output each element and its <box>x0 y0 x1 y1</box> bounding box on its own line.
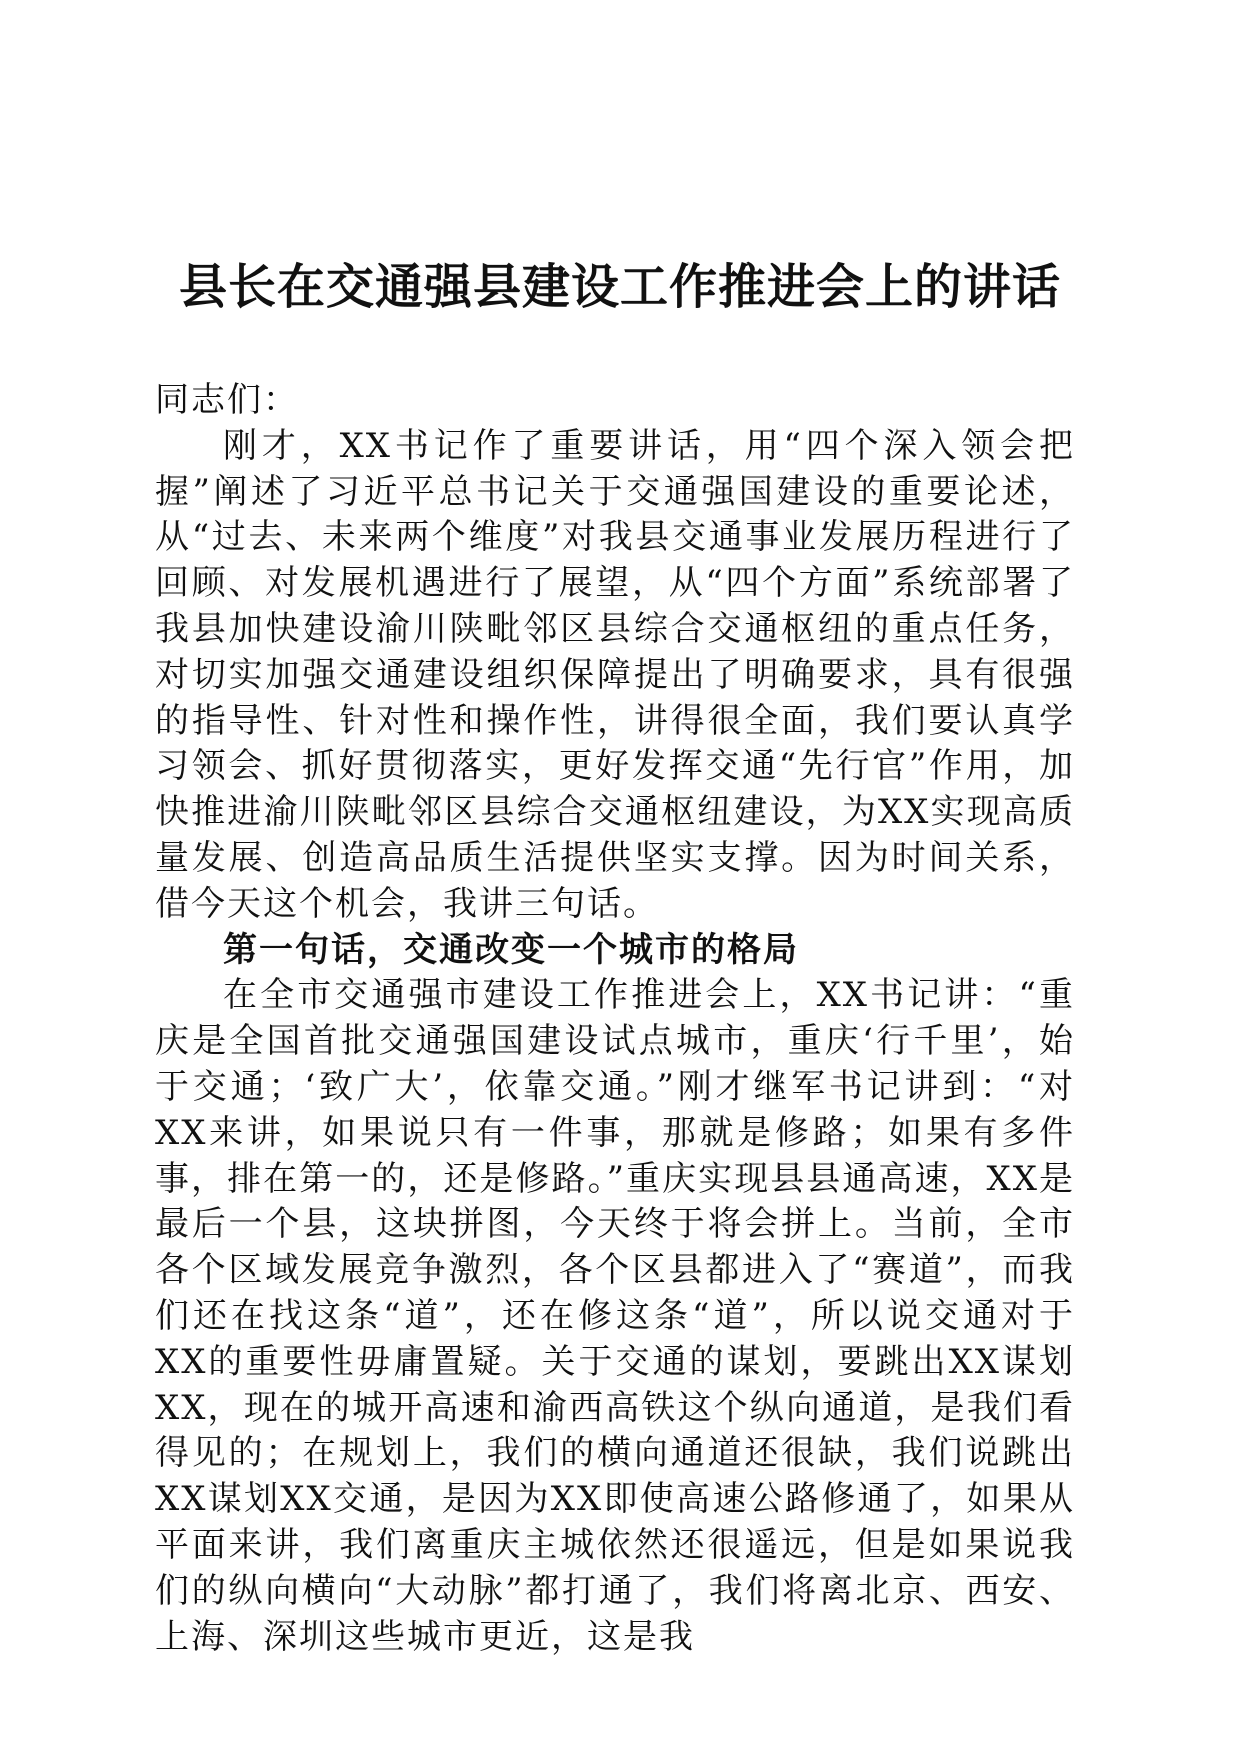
salutation: 同志们： <box>155 380 299 420</box>
body-paragraph: 在全市交通强市建设工作推进会上，XX书记讲：“重庆是全国首批交通强国建设试点城市，重庆‘行千里’，始于交通；‘致广大’，依靠交通。”刚才继军书记讲到：“对XX来讲，如果说只有一件事，那就是修路；如果有多件事，排在第一的，还是修路。”重庆实现县县通高速，XX是最后一个县，这块拼图，今天终于将会拼上。当前，全市各个区域发展竞争激烈，各个区县都进入了“赛道”，而我们还在找这条“道”，还在修这条“道”，所以说交通对于XX的重要性毋庸置疑。关于交通的谋划，要跳出XX谋划XX，现在的城开高速和渝西高铁这个纵向通道，是我们看得见的；在规划上，我们的横向通道还很缺，我们说跳出XX谋划XX交通，是因为XX即使高速公路修通了，如果从平面来讲，我们离重庆主城依然还很遥远，但是如果说我们的纵向横向“大动脉”都打通了，我们将离北京、西安、上海、深圳这些城市更近，这是我 <box>155 975 1075 1657</box>
document-body <box>155 378 1075 1660</box>
document-title: 县长在交通强县建设工作推进会上的讲话 <box>178 259 1061 315</box>
body-paragraph: 刚才，XX书记作了重要讲话，用“四个深入领会把握”阐述了习近平总书记关于交通强国建设的重要论述，从“过去、未来两个维度”对我县交通事业发展历程进行了回顾、对发展机遇进行了展望，从“四个方面”系统部署了我县加快建设渝川陕毗邻区县综合交通枢纽的重点任务，对切实加强交通建设组织保障提出了明确要求，具有很强的指导性、针对性和操作性，讲得很全面，我们要认真学习领会、抓好贯彻落实，更好发挥交通“先行官”作用，加快推进渝川陕毗邻区县综合交通枢纽建设，为XX实现高质量发展、创造高品质生活提供坚实支撑。因为时间关系，借今天这个机会，我讲三句话。 <box>155 425 1075 924</box>
section-heading: 第一句话，交通改变一个城市的格局 <box>223 929 799 970</box>
